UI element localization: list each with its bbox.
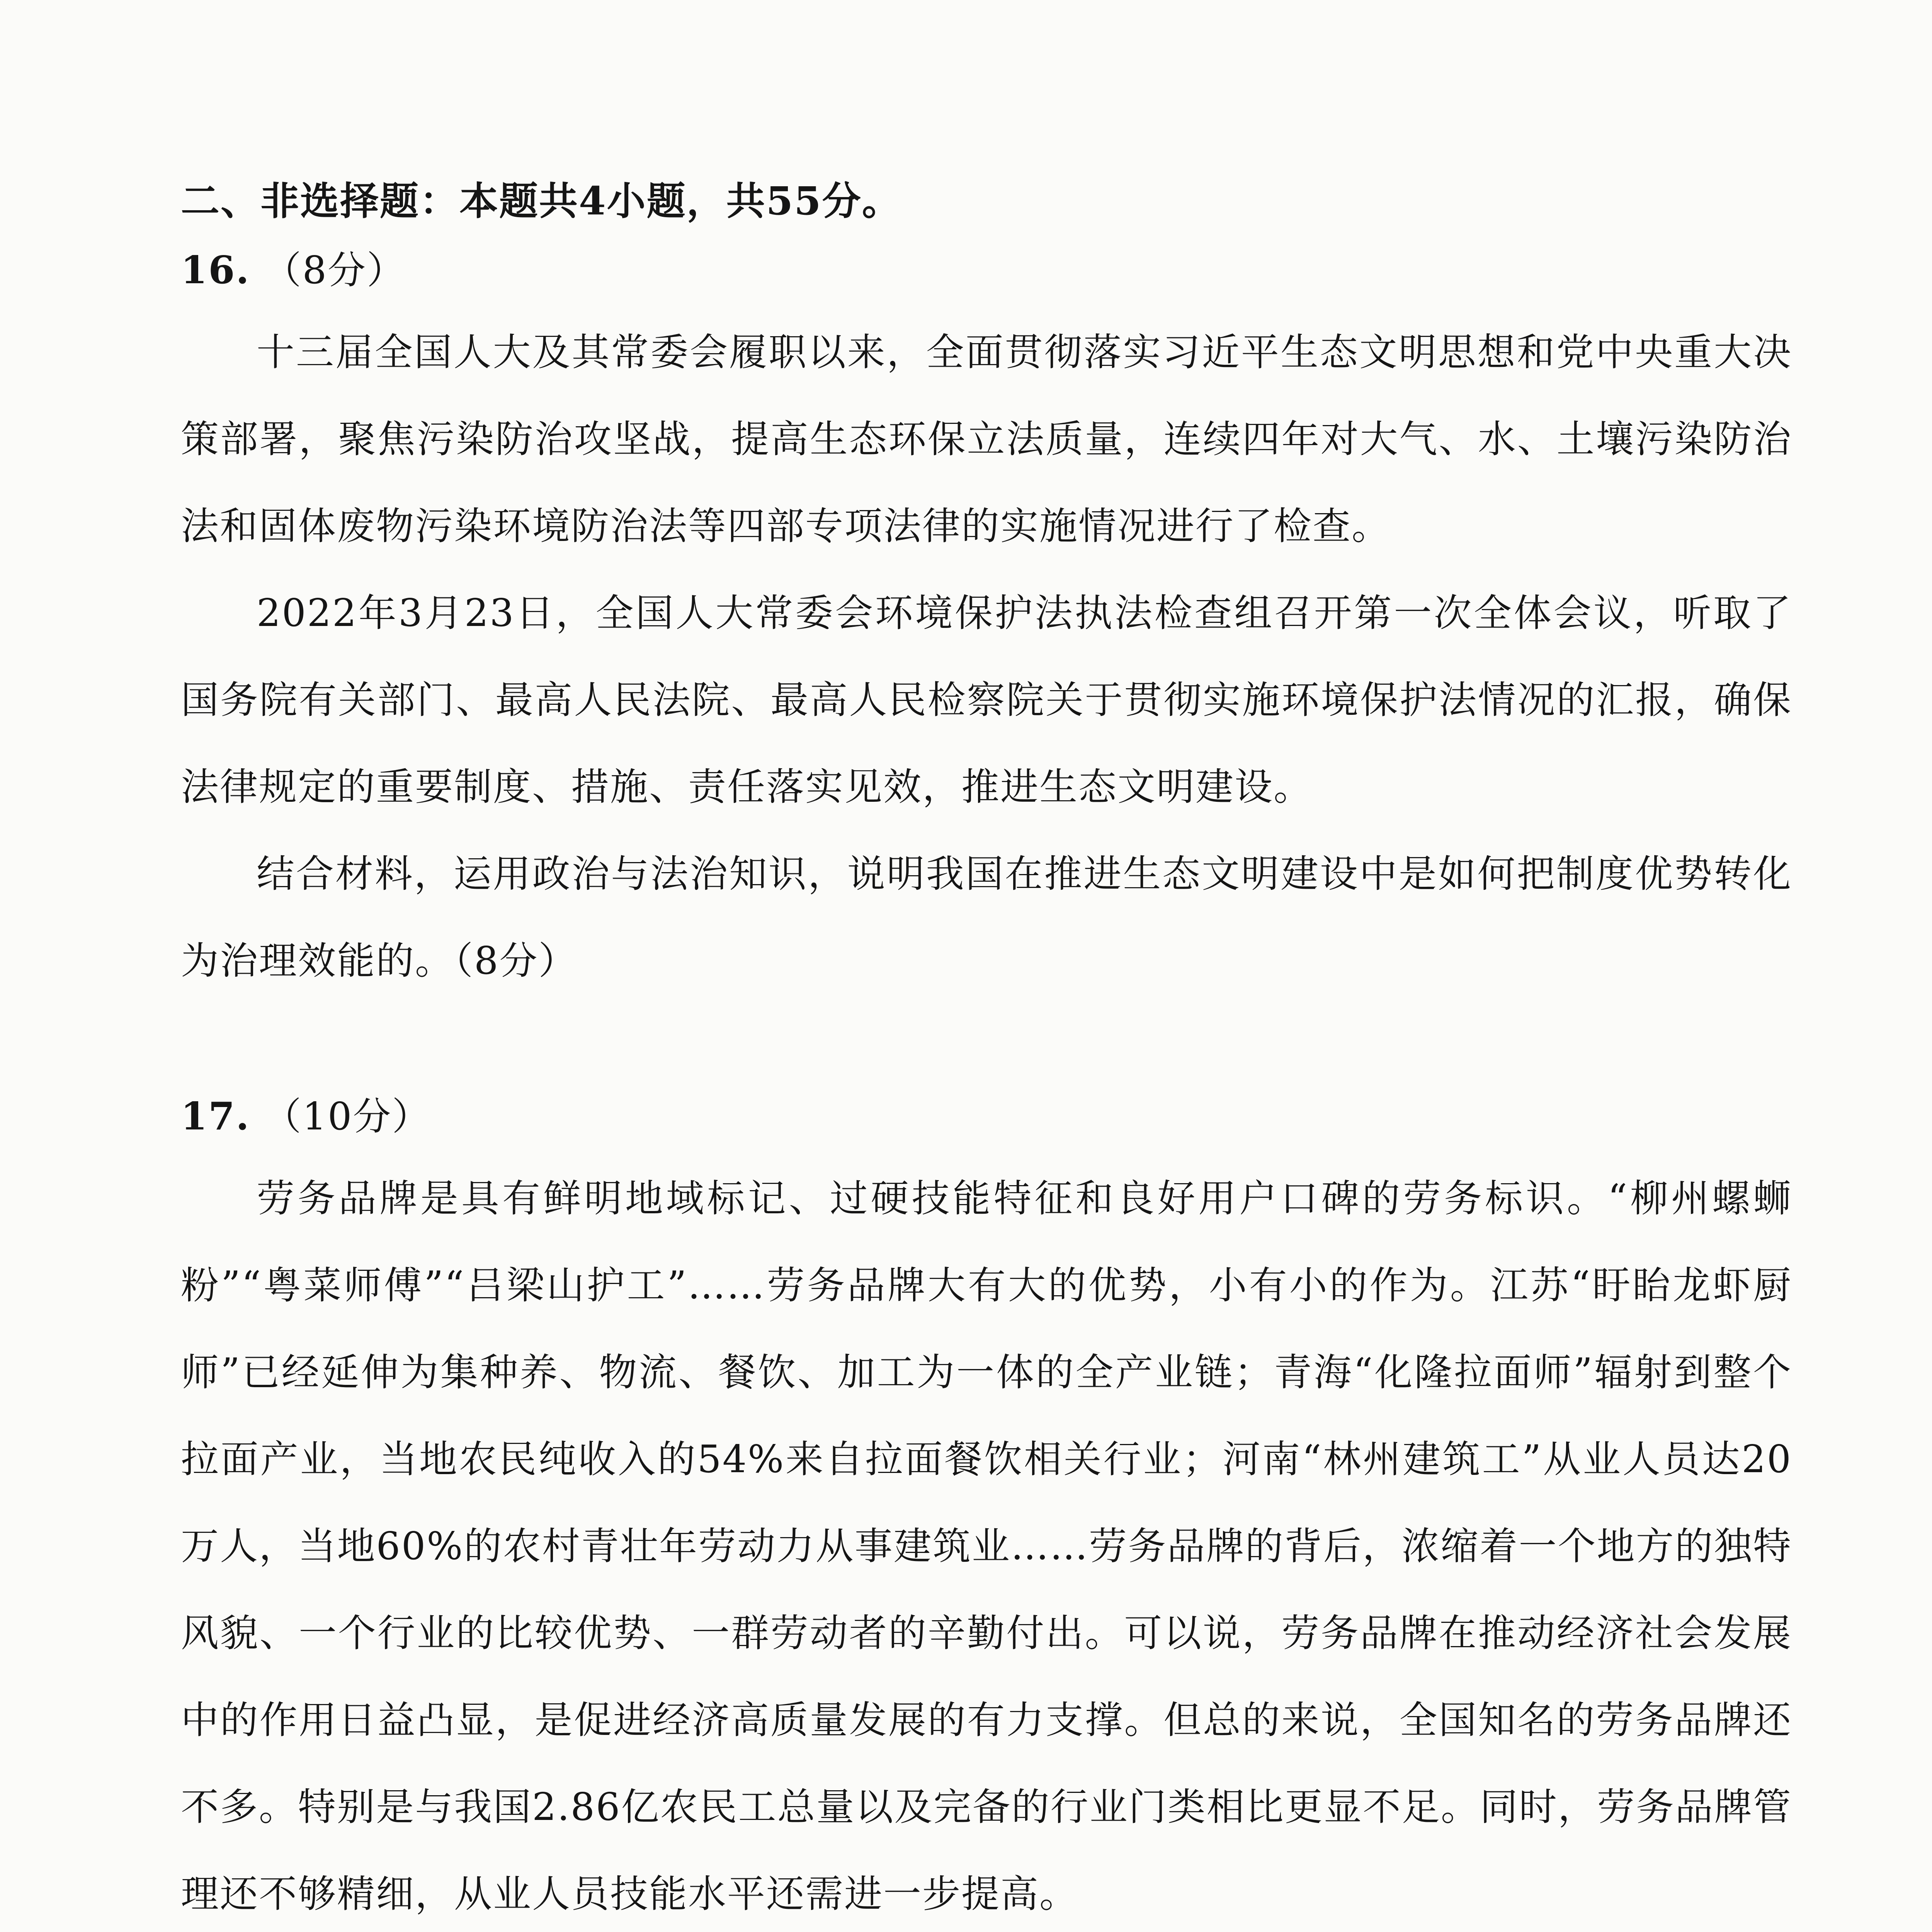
question-header bbox=[181, 1078, 1792, 1155]
question-prompt: 结合材料，运用政治与法治知识，说明我国在推进生态文明建设中是如何把制度优势转化为治理效能的。（8分） bbox=[181, 852, 1792, 983]
material-paragraph: 2022年3月23日，全国人大常委会环境保护法执法检查组召开第一次全体会议，听取了国务院有关部门、最高人民法院、最高人民检察院关于贯彻实施环境保护法情况的汇报，确保法律规定的重要制度、措施、责任落实见效，推进生态文明建设。 bbox=[181, 591, 1792, 809]
material-paragraph: 劳务品牌是具有鲜明地域标记、过硬技能特征和良好用户口碑的劳务标识。“柳州螺蛳粉”“粤菜师傅”“吕梁山护工”……劳务品牌大有大的优势，小有小的作为。江苏“盱眙龙虾厨师”已经延伸为集种养、物流、餐饮、加工为一体的全产业链；青海“化隆拉面师”辐射到整个拉面产业，当地农民纯收入的54%来自拉面餐饮相关行业；河南“林州建筑工”从业人员达20万人，当地60%的农村青壮年劳动力从事建筑业……劳务品牌的背后，浓缩着一个地方的独特风貌、一个行业的比较优势、一群劳动者的辛勤付出。可以说，劳务品牌在推动经济社会发展中的作用日益凸显，是促进经济高质量发展的有力支撑。但总的来说，全国知名的劳务品牌还不多。特别是与我国2.86亿农民工总量以及完备的行业门类相比更显不足。同时，劳务品牌管理还不够精细，从业人员技能水平还需进一步提高。 bbox=[181, 1177, 1792, 1916]
section-title: 二、非选择题：本题共4小题，共55分。 bbox=[181, 178, 902, 224]
question-17 bbox=[181, 1078, 1792, 1932]
question-header bbox=[181, 232, 1792, 309]
question-score: （10分） bbox=[263, 1095, 431, 1139]
spacer bbox=[181, 1005, 1792, 1078]
question-score: （8分） bbox=[263, 248, 406, 293]
question-number: 17. bbox=[181, 1094, 250, 1139]
question-16 bbox=[181, 232, 1792, 1005]
page-content bbox=[181, 170, 1792, 1932]
question-number: 16. bbox=[181, 248, 250, 293]
material-paragraph: 十三届全国人大及其常委会履职以来，全面贯彻落实习近平生态文明思想和党中央重大决策部署，聚焦污染防治攻坚战，提高生态环保立法质量，连续四年对大气、水、土壤污染防治法和固体废物污染环境防治法等四部专项法律的实施情况进行了检查。 bbox=[181, 330, 1792, 548]
